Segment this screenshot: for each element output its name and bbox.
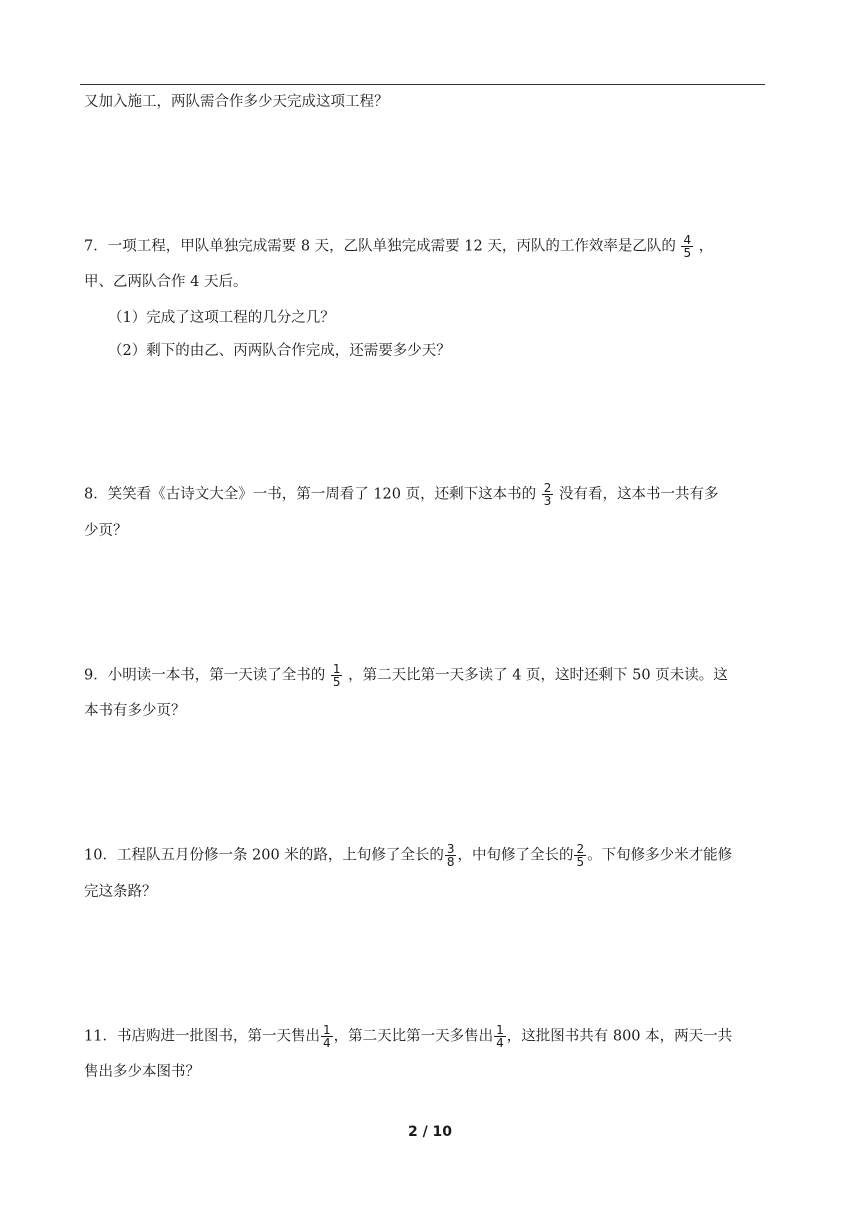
question-7-text-a: 7．一项工程，甲队单独完成需要 8 天，乙队单独完成需要 12 天，丙队的工作效率是乙队的 (84, 238, 681, 255)
question-7-sub-1: （1）完成了这项工程的几分之几？ (108, 310, 335, 326)
page-number: 2 / 10 (407, 1124, 453, 1140)
question-8-text-a: 8．笑笑看《古诗文大全》一书，第一周看了 120 页，还剩下这本书的 (84, 486, 541, 503)
question-9-text-a: 9．小明读一本书，第一天读了全书的 (84, 667, 330, 684)
question-8-line-2: 少页？ (84, 523, 128, 539)
question-11-text-a: 11．书店购进一批图书，第一天售出 (84, 1028, 320, 1045)
question-10-line-1 (84, 843, 732, 868)
question-10-text-b: ，中旬修了全长的 (457, 847, 574, 864)
header-rule (80, 84, 765, 85)
question-9-text-b: ，第二天比第一天多读了 4 页，这时还剩下 50 页未读。这 (343, 667, 728, 684)
fraction-3-8: $\frac{3}{8}$ (446, 842, 455, 869)
question-10-line-2: 完这条路？ (84, 884, 157, 900)
question-8-line-1 (84, 482, 718, 507)
question-10-text-a: 10．工程队五月份修一条 200 米的路，上旬修了全长的 (84, 847, 444, 864)
question-11-text-b: ，第二天比第一天多售出 (333, 1028, 494, 1045)
question-11-line-1 (84, 1024, 732, 1049)
question-10-text-c: 。下旬修多少米才能修 (587, 847, 733, 864)
fraction-2-3: $\frac{2}{3}$ (543, 481, 552, 508)
fraction-1-4-a: $\frac{1}{4}$ (322, 1023, 331, 1050)
question-7-sub-2: （2）剩下的由乙、丙两队合作完成，还需要多少天？ (108, 343, 451, 359)
question-9-line-2: 本书有多少页？ (84, 703, 186, 719)
question-9-line-1 (84, 663, 728, 688)
question-8-text-b: 没有看，这本书一共有多 (554, 486, 719, 503)
question-11-text-c: ，这批图书共有 800 本，两天一共 (506, 1028, 733, 1045)
fraction-4-5: $\frac{4}{5}$ (683, 233, 692, 260)
question-7-text-b: ， (694, 238, 714, 255)
question-11-line-2: 售出多少本图书？ (84, 1064, 200, 1080)
continued-question-line: 又加入施工，两队需合作多少天完成这项工程？ (84, 94, 389, 110)
question-7-line-1 (84, 234, 713, 259)
question-7-line-2: 甲、乙两队合作 4 天后。 (84, 274, 248, 290)
fraction-1-5: $\frac{1}{5}$ (332, 662, 341, 689)
fraction-2-5: $\frac{2}{5}$ (576, 842, 585, 869)
fraction-1-4-b: $\frac{1}{4}$ (496, 1023, 504, 1050)
